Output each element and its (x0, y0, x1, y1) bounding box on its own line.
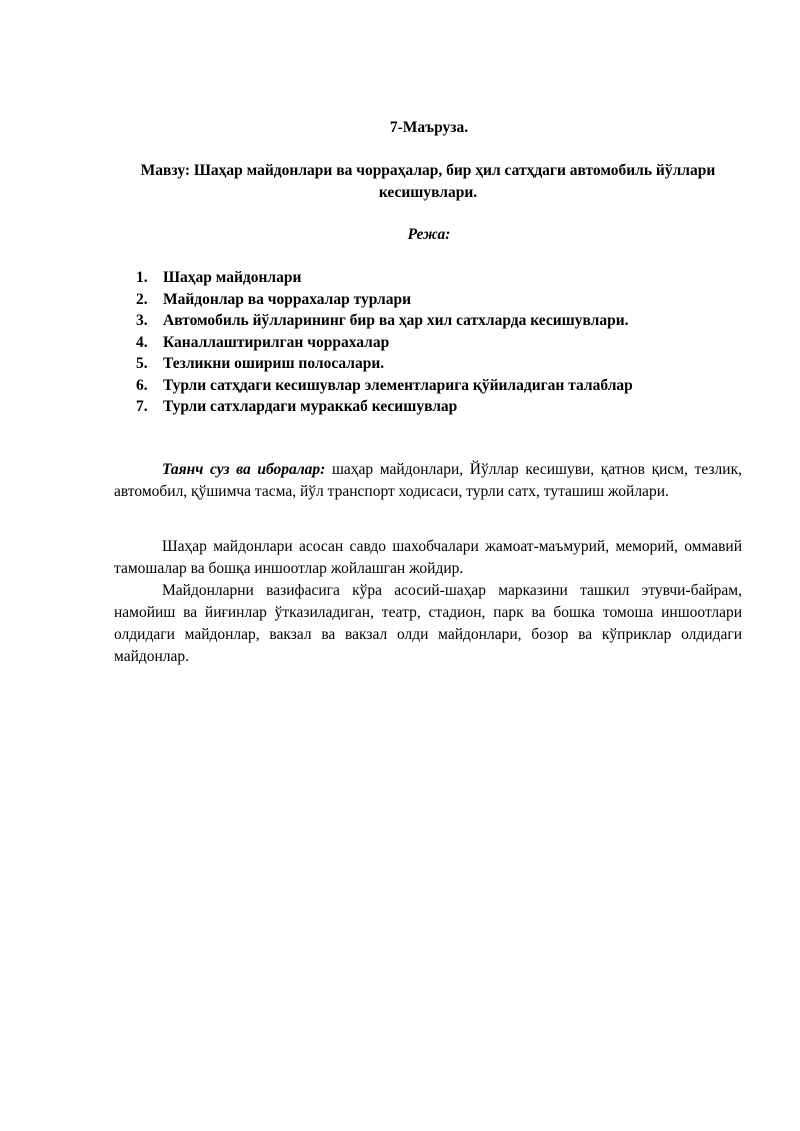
plan-item (136, 267, 746, 289)
plan-item-text: Тезликни ошириш полосалари. (163, 355, 385, 372)
body-paragraph-2: Майдонларни вазифасига кўра асосий-шаҳар марказини ташкил этувчи-байрам, намойиш ва йиғинлар ўтказиладиган, театр, стадион, парк ва бошка томоша иншоотлари олдидаги майдонлар, вакзал ва вакзал олди майдонлари, бозор ва кўприклар олдидаги майдонлар. (114, 582, 742, 665)
body-paragraph-1: Шаҳар майдонлари асосан савдо шахобчалари жамоат-маъмурий, меморий, оммавий тамошалар ва бошқа иншоотлар жойлашган жойдир. (114, 538, 742, 577)
plan-item-number: 6. (136, 376, 148, 394)
plan-item-text: Автомобиль йўлларининг бир ва ҳар хил сатхларда кесишувлари. (163, 312, 629, 329)
plan-item (136, 289, 746, 311)
plan-item-number: 3. (136, 312, 148, 329)
plan-item (136, 396, 746, 418)
plan-item-text: Шаҳар майдонлари (163, 269, 302, 286)
plan-item (136, 375, 746, 397)
plan-item-number: 7. (136, 398, 148, 415)
plan-heading: Режа: (407, 226, 451, 243)
plan-item-number: 5. (136, 355, 148, 372)
plan-item-text: Турли сатҳдаги кесишувлар элементларига қўйиладиган талаблар (163, 376, 633, 394)
plan-item-text: Майдонлар ва чоррахалар турлари (163, 290, 412, 308)
plan-item (136, 332, 746, 354)
keywords-paragraph (114, 459, 742, 503)
keywords-text: шаҳар майдонлари, Йўллар кесишуви, қатнов қисм, тезлик, автомобил, қўшимча тасма, йўл транспорт ходисаси, турли сатх, туташиш жойлари. (114, 461, 742, 500)
plan-item-number: 1. (136, 269, 148, 286)
plan-item (136, 353, 746, 375)
keywords-label: Таянч суз ва иборалар: (162, 461, 326, 478)
plan-item (136, 310, 746, 332)
plan-item-number: 2. (136, 290, 148, 308)
plan-item-text: Турли сатхлардаги мураккаб кесишувлар (163, 398, 458, 415)
lecture-topic: Мавзу: Шаҳар майдонлари ва чорраҳалар, бир ҳил сатҳдаги автомобиль йўллари кесишувлари. (140, 162, 716, 201)
plan-item-text: Каналлаштирилган чоррахалар (163, 333, 390, 351)
plan-item-number: 4. (136, 333, 148, 351)
plan-list (136, 267, 746, 418)
lecture-number: 7-Маъруза. (389, 119, 469, 136)
